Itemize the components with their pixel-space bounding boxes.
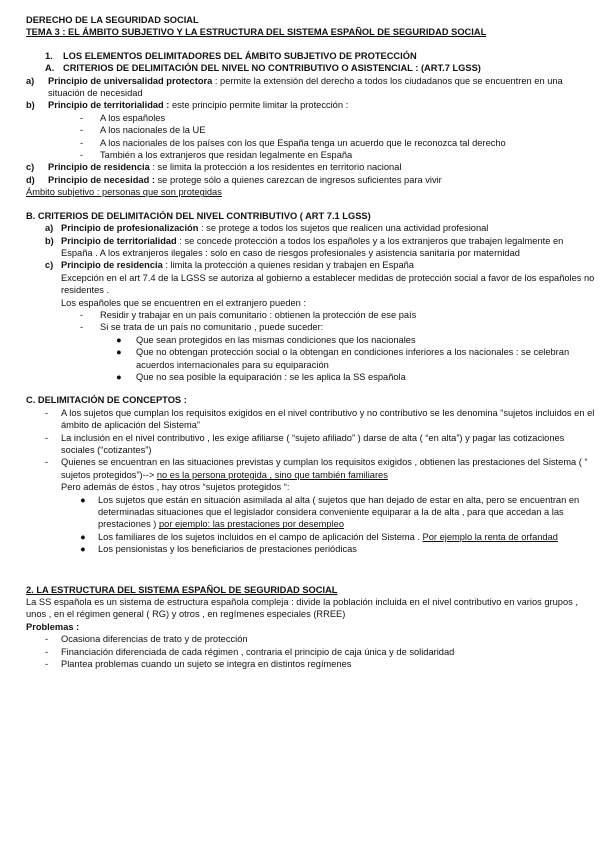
s2-problem-list — [26, 633, 596, 670]
doc-title: DERECHO DE LA SEGURIDAD SOCIAL — [26, 15, 199, 25]
list-item: ● Que no obtengan protección social o la obtengan en condiciones inferiores a los nacionales : se celebran acuerdos internacionales para su equiparación — [116, 347, 570, 370]
s1-heading: 1. LOS ELEMENTOS DELIMITADORES DEL ÁMBITO SUBJETIVO DE PROTECCIÓN — [45, 50, 417, 61]
list-item: ● Que no sea posible la equiparación : se les aplica la SS española — [116, 371, 406, 382]
s1-item-a: a) Principio de universalidad protectora : permite la extensión del derecho a todos los ciudadanos que se encuentren en una situación de necesidad — [26, 75, 563, 99]
sB-item-c: c) Principio de residencia : limita la protección a quienes residan y trabajen en España — [45, 260, 414, 271]
sB-item-a: a) Principio de profesionalización : se protege a todos los sujetos que realicen una actividad profesional — [45, 223, 489, 234]
list-item: - Quienes se encuentran en las situaciones previstas y cumplan los requisitos exigidos , obtienen las prestaciones del Sistema ( “ sujetos protegidos”)--> no es la persona protegida , sino que también familiares Pero además de éstos , hay otros “sujetos protegidos “: — [45, 457, 588, 493]
list-item: - Ocasiona diferencias de trato y de protección — [45, 634, 248, 645]
sB-extranjero: Los españoles que se encuentren en el extranjero pueden : — [61, 297, 306, 308]
list-item: ● Que sean protegidos en las mismas condiciones que los nacionales — [116, 334, 416, 345]
list-item: - Plantea problemas cuando un sujeto se integra en distintos regímenes — [45, 659, 352, 670]
s1-a-heading: A. CRITERIOS DE DELIMITACIÓN DEL NIVEL NO CONTRIBUTIVO O ASISTENCIAL : (ART.7 LGSS) — [45, 63, 481, 74]
list-item: ● Los pensionistas y los beneficiarios de prestaciones periódicas — [80, 544, 357, 555]
sC-bullet-list — [26, 494, 596, 556]
sC-heading: C. DELIMITACIÓN DE CONCEPTOS : — [26, 395, 187, 406]
s2-problemas: Problemas : — [26, 621, 80, 632]
sC-dash-list — [26, 407, 596, 494]
document-page — [26, 14, 596, 671]
ambito-subjetivo: Ámbito subjetivo : personas que son protegidas — [26, 187, 222, 198]
list-item: - También a los extranjeros que residan legalmente en España — [80, 150, 353, 161]
list-item: - A los nacionales de la UE — [80, 125, 206, 136]
sB-excepcion: Excepción en el art 7.4 de la LGSS se autoriza al gobierno a establecer medidas de protección social a favor de los españoles no residentes . — [61, 272, 595, 296]
list-item: - A los sujetos que cumplan los requisitos exigidos en el nivel contributivo y no contributivo se les denomina “sujetos incluidos en el ámbito de aplicación del Sistema” — [45, 407, 595, 431]
list-item: - La inclusión en el nivel contributivo , les exige afiliarse ( “sujeto afiliado” ) darse de alta ( “en alta”) y pagar las cotizaciones sociales (“cotizantes”) — [45, 432, 565, 455]
s2-heading: 2. LA ESTRUCTURA DEL SISTEMA ESPAÑOL DE SEGURIDAD SOCIAL — [26, 584, 338, 595]
tema-title: TEMA 3 : EL ÁMBITO SUBJETIVO Y LA ESTRUCTURA DEL SISTEMA ESPAÑOL DE SEGURIDAD SOCIAL — [26, 27, 487, 38]
list-item: - Residir y trabajar en un país comunitario : obtienen la protección de ese país — [80, 309, 417, 320]
s1-item-b: b) Principio de territorialidad : este principio permite limitar la protección : — [26, 100, 349, 111]
list-item: - Si se trata de un país no comunitario , puede suceder: — [80, 322, 324, 333]
s1-item-c: c) Principio de residencia : se limita la protección a los residentes en territorio nacional — [26, 162, 402, 173]
territorial-list — [26, 112, 596, 162]
list-item: - A los nacionales de los países con los que España tenga un acuerdo que le reconozca tal derecho — [80, 137, 506, 148]
sB-heading: B. CRITERIOS DE DELIMITACIÓN DEL NIVEL CONTRIBUTIVO ( ART 7.1 LGSS) — [26, 210, 371, 221]
sB-dash-list — [26, 309, 596, 334]
list-item: ● Los sujetos que están en situación asimilada al alta ( sujetos que han dejado de estar en alta, pero se encuentran en determinadas situaciones que el legislador considera conveniente equiparar a la de alta , para que accedan a las prestaciones ) por ejemplo: las prestaciones por desempleo — [80, 494, 580, 530]
s1-item-d: d) Principio de necesidad : se protege sólo a quienes carezcan de ingresos suficientes para vivir — [26, 174, 442, 185]
s2-intro: La SS española es un sistema de estructura española compleja : divide la población incluida en el nivel contributivo en varios grupos , unos , en el régimen general ( RG) y otros , en regímenes especiales (RREE) — [26, 597, 578, 620]
sB-item-b: b) Principio de territorialidad : se concede protección a todos los españoles y a los extranjeros que trabajen legalmente en España . A los extranjeros ilegales : solo en caso de riesgos profesionales y asistencia sanitaria por maternidad — [45, 235, 564, 258]
list-item: - A los españoles — [80, 112, 166, 123]
list-item: ● Los familiares de los sujetos incluidos en el campo de aplicación del Sistema . Por ejemplo la renta de orfandad — [80, 531, 558, 542]
sB-bullet-list — [26, 334, 596, 384]
list-item: - Financiación diferenciada de cada régimen , contraria el principio de caja única y de solidaridad — [45, 646, 455, 657]
